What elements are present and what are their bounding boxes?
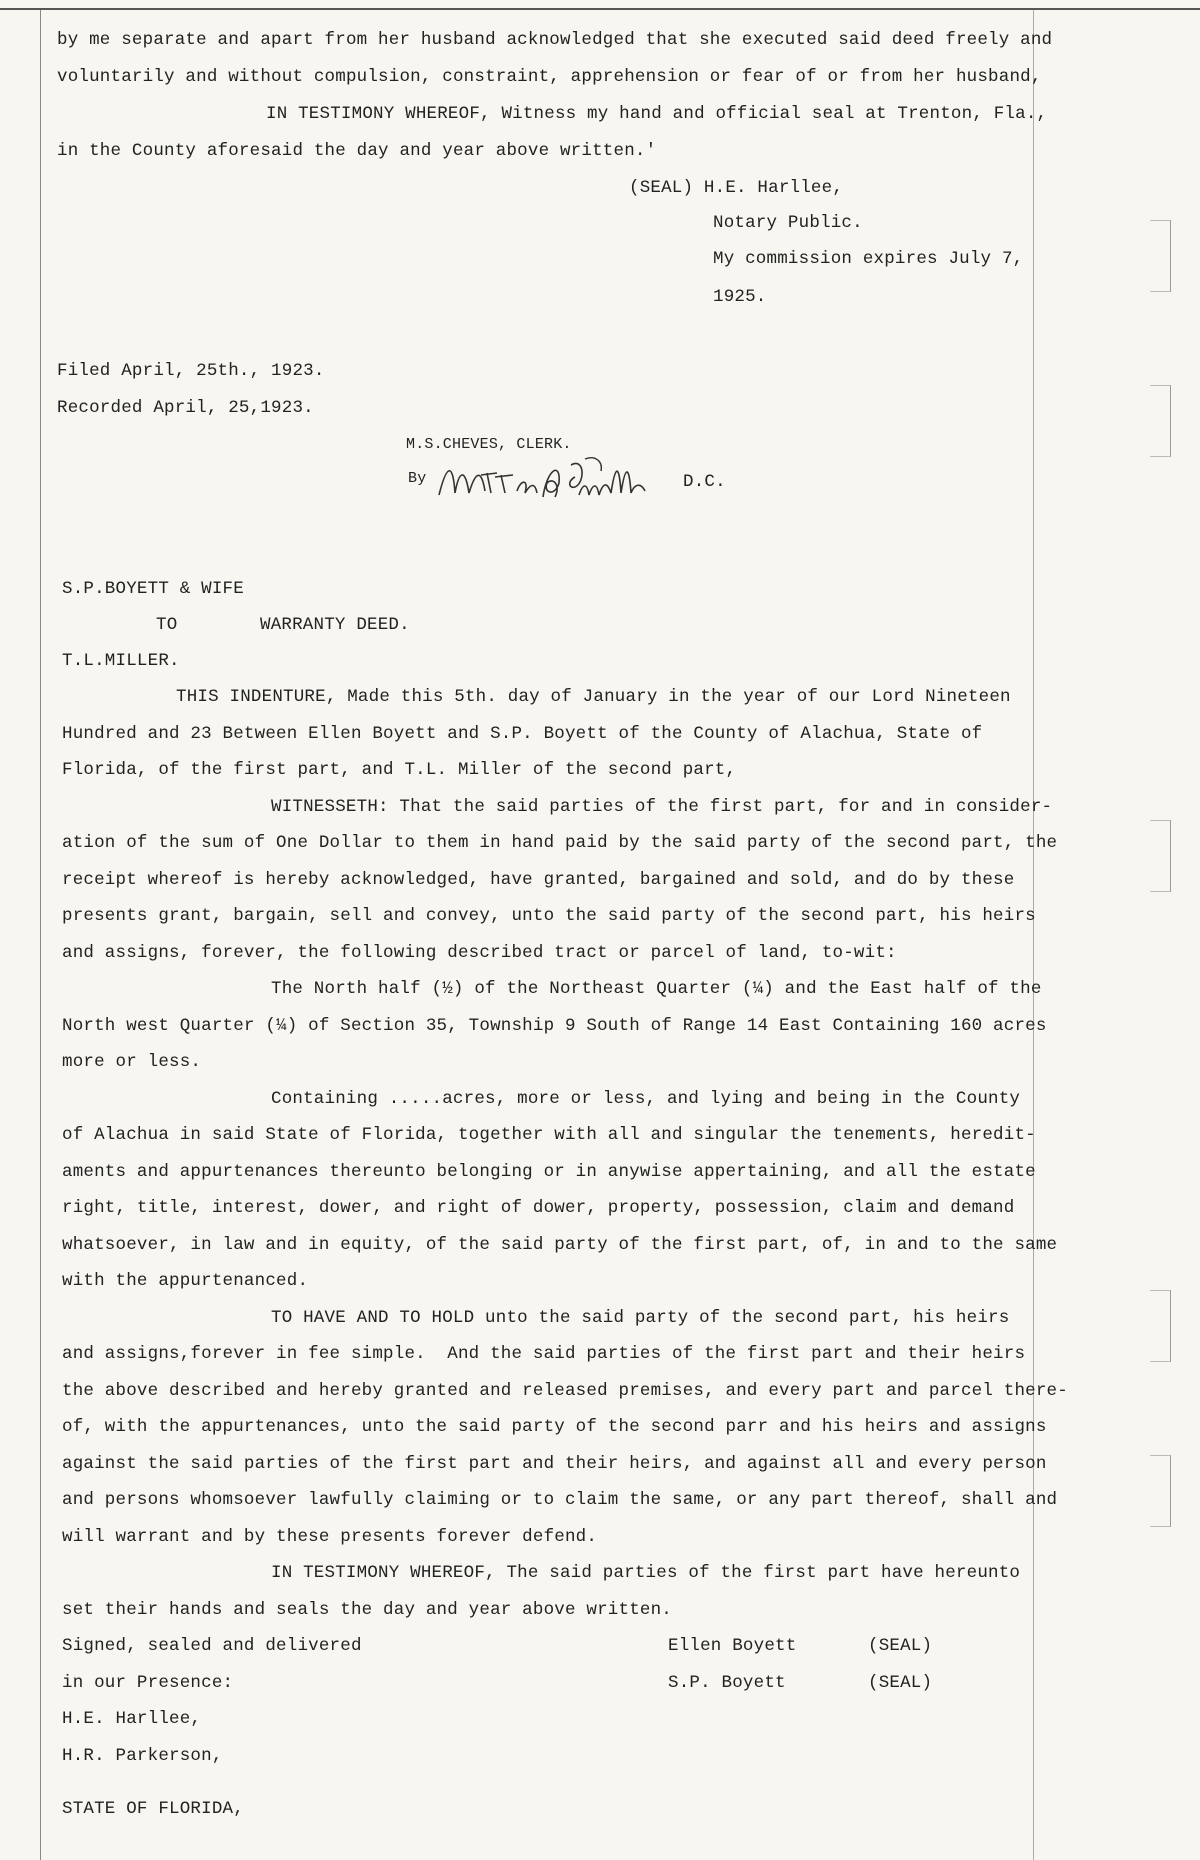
text-line: against the said parties of the first part and their heirs, and against all and every person — [62, 1454, 1047, 1474]
text-line: the above described and hereby granted and released premises, and every part and parcel there- — [62, 1381, 1068, 1401]
text-line: aments and appurtenances thereunto belonging or in anywise appertaining, and all the estate — [62, 1162, 1036, 1182]
deputy-clerk-label: D.C. — [683, 472, 726, 492]
right-margin-rule — [1033, 10, 1034, 1860]
signer-name: Ellen Boyett — [668, 1636, 797, 1656]
text-line: ation of the sum of One Dollar to them in hand paid by the said party of the second part, the — [62, 833, 1058, 853]
text-line: and persons whomsoever lawfully claiming or to claim the same, or any part thereof, shall and — [62, 1490, 1058, 1510]
text-line: and assigns,forever in fee simple. And the said parties of the first part and their heirs — [62, 1344, 1026, 1364]
text-line: Containing .....acres, more or less, and lying and being in the County — [271, 1089, 1021, 1109]
text-line: Hundred and 23 Between Ellen Boyett and S.P. Boyett of the County of Alachua, State of — [62, 724, 983, 744]
text-line: IN TESTIMONY WHEREOF, The said parties of the first part have hereunto — [271, 1563, 1021, 1583]
text-line: The North half (½) of the Northeast Quarter (¼) and the East half of the — [271, 979, 1042, 999]
text-line: Notary Public. — [713, 213, 863, 233]
seal-label: (SEAL) — [868, 1636, 933, 1656]
left-margin-rule — [40, 10, 41, 1860]
text-line: WITNESSETH: That the said parties of the first part, for and in consider- — [271, 797, 1053, 817]
signed-sealed-label: Signed, sealed and delivered — [62, 1636, 362, 1656]
notary-seal-line: (SEAL) H.E. Harllee, — [629, 178, 844, 198]
text-line: THIS INDENTURE, Made this 5th. day of January in the year of our Lord Nineteen — [176, 687, 1011, 707]
text-line: IN TESTIMONY WHEREOF, Witness my hand and official seal at Trenton, Fla., — [266, 104, 1048, 124]
text-line: Florida, of the first part, and T.L. Miller of the second part, — [62, 760, 737, 780]
text-line: voluntarily and without compulsion, constraint, apprehension or fear of or from her husband, — [57, 67, 1042, 87]
witness-name: H.R. Parkerson, — [62, 1746, 223, 1766]
text-line: of, with the appurtenances, unto the said party of the second parr and his heirs and assigns — [62, 1417, 1047, 1437]
by-label: By — [408, 470, 427, 487]
margin-bracket — [1150, 1290, 1171, 1362]
text-line: by me separate and apart from her husband acknowledged that she executed said deed freely and — [57, 30, 1053, 50]
margin-bracket — [1150, 1455, 1171, 1527]
text-line: presents grant, bargain, sell and convey, unto the said party of the second part, his heirs — [62, 906, 1036, 926]
text-line: TO HAVE AND TO HOLD unto the said party of the second part, his heirs — [271, 1308, 1010, 1328]
witness-name: H.E. Harllee, — [62, 1709, 202, 1729]
clerk-name: M.S.CHEVES, CLERK. — [406, 436, 572, 453]
text-line: North west Quarter (¼) of Section 35, Township 9 South of Range 14 East Containing 160 acres — [62, 1016, 1047, 1036]
recorded-date: Recorded April, 25,1923. — [57, 398, 314, 418]
grantor-heading: S.P.BOYETT & WIFE — [62, 579, 244, 599]
to-label: TO — [156, 615, 178, 635]
signer-name: S.P. Boyett — [668, 1673, 786, 1693]
text-line: with the appurtenanced. — [62, 1271, 309, 1291]
seal-label: (SEAL) — [868, 1673, 933, 1693]
text-line: set their hands and seals the day and year above written. — [62, 1600, 672, 1620]
clerk-signature — [435, 453, 650, 513]
margin-bracket — [1150, 220, 1171, 292]
margin-bracket — [1150, 385, 1171, 457]
text-line: and assigns, forever, the following described tract or parcel of land, to-wit: — [62, 943, 897, 963]
deed-type: WARRANTY DEED. — [260, 615, 410, 635]
filed-date: Filed April, 25th., 1923. — [57, 361, 325, 381]
text-line: whatsoever, in law and in equity, of the said party of the first part, of, in and to the same — [62, 1235, 1058, 1255]
text-line: more or less. — [62, 1052, 202, 1072]
text-line: 1925. — [713, 287, 767, 307]
top-rule — [0, 8, 1200, 10]
state-heading: STATE OF FLORIDA, — [62, 1799, 244, 1819]
text-line: My commission expires July 7, — [713, 249, 1024, 269]
text-line: in the County aforesaid the day and year above written.' — [57, 141, 657, 161]
text-line: of Alachua in said State of Florida, together with all and singular the tenements, heredit- — [62, 1125, 1036, 1145]
grantee-heading: T.L.MILLER. — [62, 651, 180, 671]
margin-bracket — [1150, 820, 1171, 892]
text-line: will warrant and by these presents forever defend. — [62, 1527, 598, 1547]
text-line: right, title, interest, dower, and right of dower, property, possession, claim and demand — [62, 1198, 1015, 1218]
presence-label: in our Presence: — [62, 1673, 234, 1693]
text-line: receipt whereof is hereby acknowledged, have granted, bargained and sold, and do by these — [62, 870, 1015, 890]
